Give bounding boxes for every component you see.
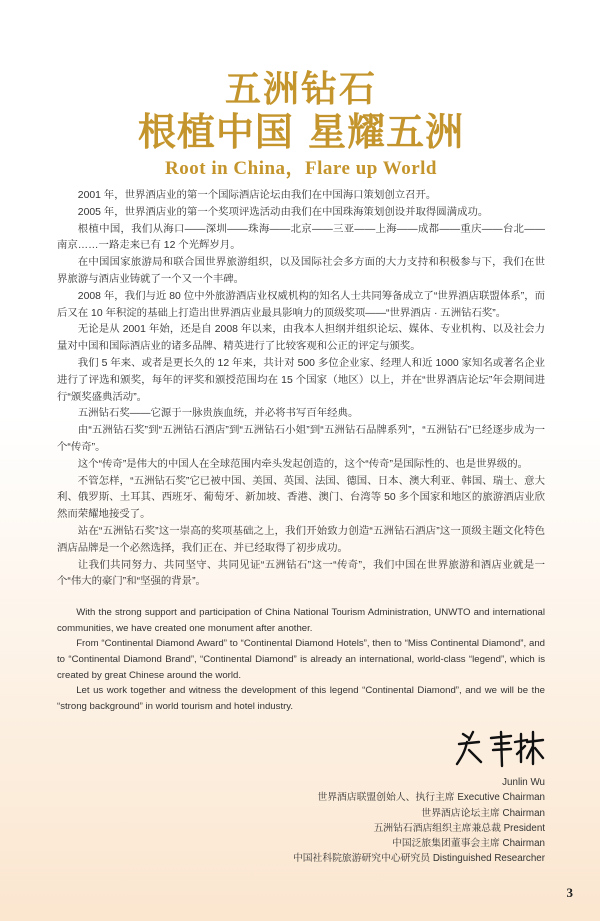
signer-title: 世界酒店论坛主席 Chairman (421, 807, 545, 819)
paragraph: 不管怎样，“五洲钻石奖”它已被中国、美国、英国、法国、德国、日本、澳大利亚、韩国、瑞士、意大利、俄罗斯、土耳其、西班牙、葡萄牙、新加坡、香港、澳门、台湾等 50 多个国家和地区的旅游酒店业欣然而荣耀地接受了。 (57, 475, 545, 521)
chinese-body (57, 188, 545, 591)
paragraph: 无论是从 2001 年始，还是自 2008 年以来，由我本人担纲并组织论坛、媒体、专业机构、以及社会力量对中国和国际酒店业的诸多品牌、精英进行了比较客观和公正的评定与颁奖。 (57, 324, 545, 353)
paragraph: 站在“五洲钻石奖”这一崇高的奖项基础之上，我们开始致力创造“五洲钻石酒店”这一顶级主题文化特色酒店品牌是一个必然选择，我们正在、并已经取得了初步成功。 (57, 525, 545, 554)
signer-title: 五洲钻石酒店组织主席兼总裁 President (373, 822, 545, 834)
subtitle: Root in China，Flare up World (165, 158, 437, 179)
paragraph: 根植中国，我们从海口——深圳——珠海——北京——三亚——上海——成都——重庆——台北——南京……一路走来已有 12 个光辉岁月。 (57, 223, 545, 252)
paragraph: 2005 年，世界酒店业的第一个奖项评选活动由我们在中国珠海策划创设并取得圆满成功。 (77, 206, 489, 218)
signer-title: 中国社科院旅游研究中心研究员 Distinguished Researcher (292, 853, 545, 865)
page-number: 3 (566, 884, 573, 900)
paragraph: With the strong support and participation of China National Tourism Administration, UNWTO and international communities, we have created one monument after another. (57, 607, 545, 634)
title-line-1: 五洲钻石 (224, 68, 377, 110)
paragraph: 在中国国家旅游局和联合国世界旅游组织，以及国际社会多方面的大力支持和积极参与下，我们在世界旅游与酒店业铸就了一个又一个丰碑。 (57, 257, 545, 285)
english-body (57, 605, 545, 714)
signature-block (57, 775, 545, 866)
signature-wrapper (57, 728, 545, 773)
title-line-2: 根植中国 星耀五洲 (137, 109, 465, 154)
paragraph: 由“五洲钻石奖”到“五洲钻石酒店”到“五洲钻石小姐”到“五洲钻石品牌系列”，“五洲钻石”已经逐步成为一个“传奇”。 (57, 425, 545, 453)
paragraph: 这个“传奇”是伟大的中国人在全球范围内牵头发起创造的，这个“传奇”是国际性的、也是世界级的。 (77, 458, 529, 470)
signer-title: 中国泛旅集团董事会主席 Chairman (392, 838, 545, 850)
paragraph: Let us work together and witness the development of this legend “Continental Diamond”, and we will be the “strong background” in world tourism and hotel industry. (57, 685, 545, 712)
paragraph: 五洲钻石奖——它源于一脉贵族血统，并必将书写百年经典。 (77, 408, 359, 420)
signer-name: Junlin Wu (502, 777, 545, 789)
paragraph: 让我们共同努力、共同坚守、共同见证“五洲钻石”这一“传奇”，我们中国在世界旅游和酒店业就是一个“伟大的豪门”和“坚强的背景”。 (57, 559, 545, 588)
handwritten-signature (455, 728, 545, 768)
paragraph: 我们 5 年来、或者是更长久的 12 年来，共计对 500 多位企业家、经理人和近 1000 家知名或著名企业进行了评选和颁奖，每年的评奖和颁授范围均在 15 个国家（地区）以上，并在“世界酒店论坛”年会期间进行“颁奖盛典活动”。 (57, 357, 545, 403)
paragraph: From “Continental Diamond Award” to “Continental Diamond Hotels”, then to “Miss Continental Diamond”, and to “Continental Diamond Brand”, “Continental Diamond” is already an international, world-class “legend”, which is created by great Chinese around the world. (57, 638, 545, 681)
paragraph: 2008 年，我们与近 80 位中外旅游酒店业权威机构的知名人士共同筹备成立了“世界酒店联盟体系”，而后又在 10 年积淀的基础上打造出世界酒店业最具影响力的顶级奖项——“世界酒店 · 五洲钻石奖”。 (57, 290, 545, 319)
signer-title: 世界酒店联盟创始人、执行主席 Executive Chairman (317, 792, 545, 804)
paragraph: 2001 年，世界酒店业的第一个国际酒店论坛由我们在中国海口策划创立召开。 (77, 190, 437, 201)
